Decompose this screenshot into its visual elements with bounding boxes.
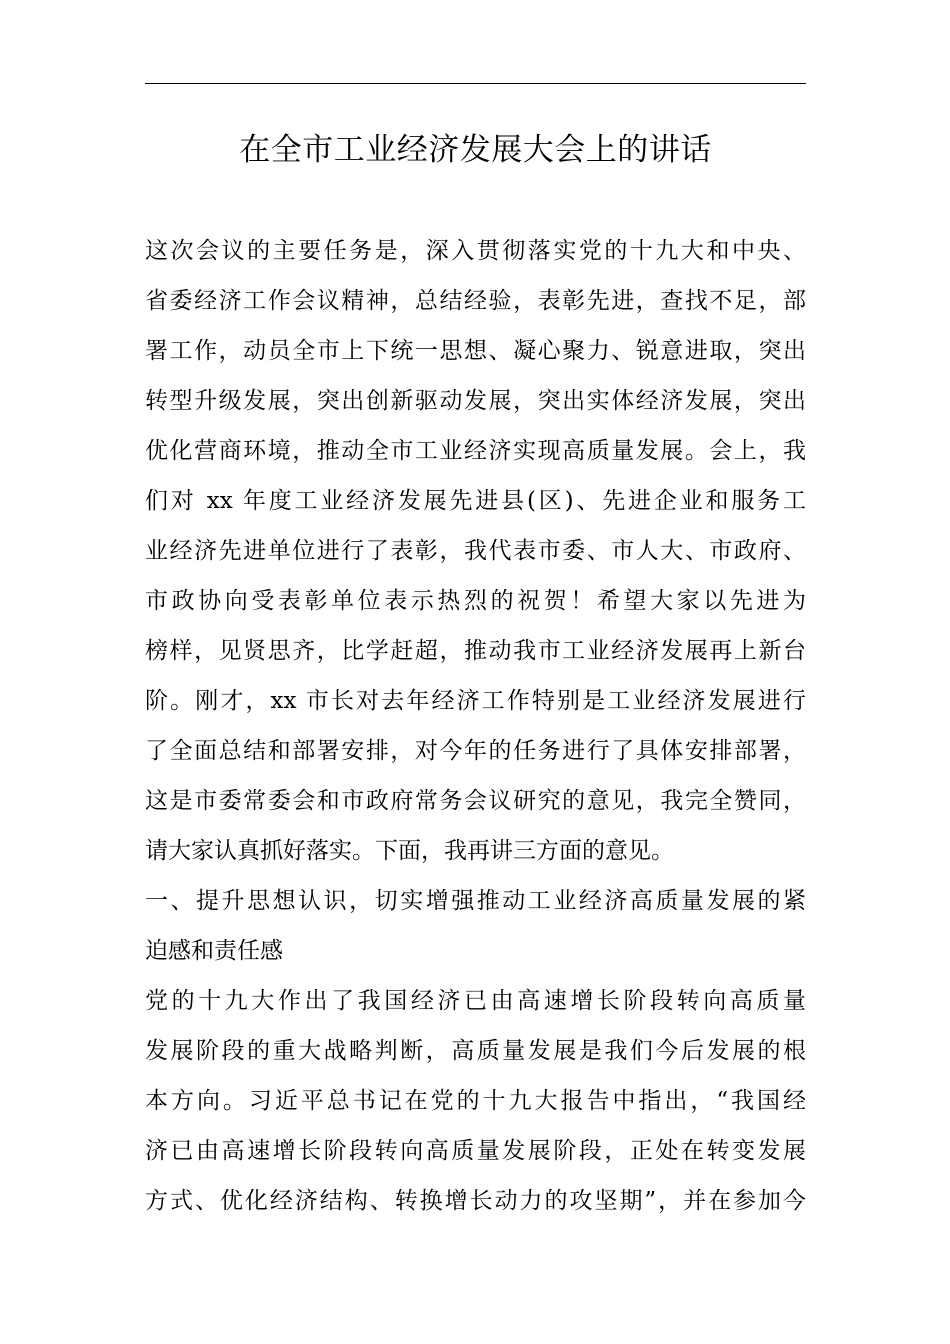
body-line: 了全面总结和部署安排，对今年的任务进行了具体安排部署， [145,738,806,764]
body-line: 们对 xx 年度工业经济发展先进县(区)、先进企业和服务工 [145,488,806,514]
body-line: 发展阶段的重大战略判断，高质量发展是我们今后发展的根 [145,1038,806,1064]
body-line: 署工作，动员全市上下统一思想、凝心聚力、锐意进取，突出 [145,338,806,364]
body-line: 党的十九大作出了我国经济已由高速增长阶段转向高质量 [145,988,806,1014]
body-line: 优化营商环境，推动全市工业经济实现高质量发展。会上，我 [145,438,806,464]
body-line: 济已由高速增长阶段转向高质量发展阶段，正处在转变发展 [145,1138,806,1164]
section-heading-line: 一、提升思想认识，切实增强推动工业经济高质量发展的紧 [145,888,806,914]
document-body [145,226,806,1226]
body-line: 本方向。习近平总书记在党的十九大报告中指出，“我国经 [145,1088,806,1114]
body-line: 市政协向受表彰单位表示热烈的祝贺！希望大家以先进为 [145,588,806,614]
body-line: 这次会议的主要任务是，深入贯彻落实党的十九大和中央、 [145,238,806,264]
document-title: 在全市工业经济发展大会上的讲话 [239,132,712,168]
body-line: 业经济先进单位进行了表彰，我代表市委、市人大、市政府、 [145,538,806,564]
body-line: 方式、优化经济结构、转换增长动力的攻坚期”，并在参加今 [145,1188,806,1214]
section-heading-line: 迫感和责任感 [145,938,283,964]
body-line: 请大家认真抓好落实。下面，我再讲三方面的意见。 [145,838,674,864]
body-line: 转型升级发展，突出创新驱动发展，突出实体经济发展，突出 [145,388,806,414]
body-line: 榜样，见贤思齐，比学赶超，推动我市工业经济发展再上新台 [145,638,806,664]
header-rule [145,83,806,84]
body-line: 省委经济工作会议精神，总结经验，表彰先进，查找不足，部 [145,288,806,314]
body-line: 这是市委常委会和市政府常务会议研究的意见，我完全赞同， [145,788,806,814]
body-line: 阶。刚才，xx 市长对去年经济工作特别是工业经济发展进行 [145,688,806,714]
